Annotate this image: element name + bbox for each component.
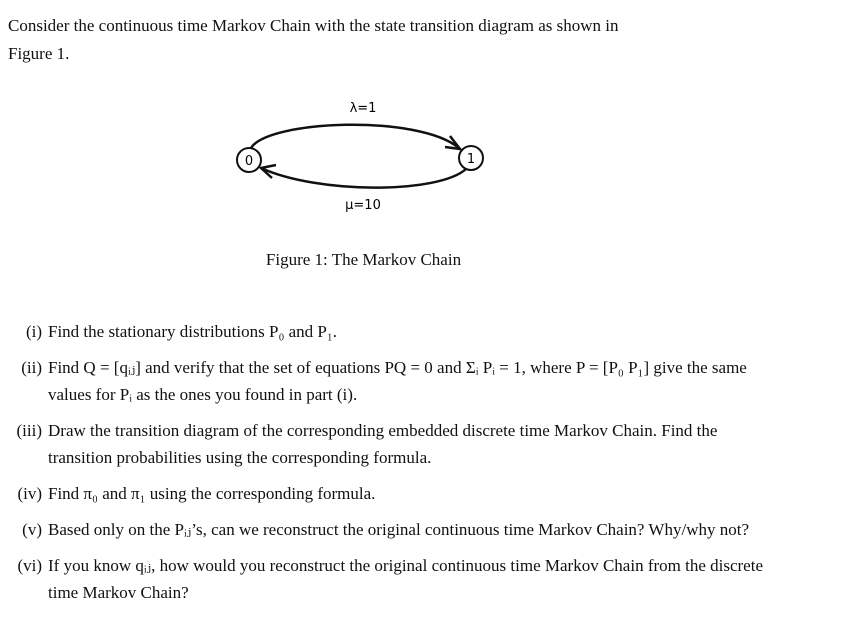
question-list (0, 318, 800, 615)
markov-chain-figure (228, 92, 498, 222)
intro-paragraph (8, 12, 798, 68)
question-number: (ii) (21, 358, 42, 377)
question-text: Find π₀ and π₁ using the corresponding formula. (48, 484, 376, 503)
state-1-label: 1 (466, 152, 476, 167)
state-0-label: 0 (244, 154, 254, 169)
lambda-transition-arrow (251, 125, 459, 148)
question-text: Find the stationary distributions P₀ and P₁. (48, 322, 338, 341)
question-item (0, 417, 800, 471)
figure-caption: Figure 1: The Markov Chain (265, 250, 462, 269)
question-item (0, 480, 800, 507)
question-text: Find Q = [qᵢⱼ] and verify that the set of equations PQ = 0 and Σᵢ Pᵢ = 1, where P = [P₀ P₁] give the same values for Pᵢ as the ones you found in part (i). (48, 358, 747, 404)
intro-line-1: Consider the continuous time Markov Chain with the state transition diagram as shown in (8, 16, 619, 35)
mu-transition-arrow (261, 168, 466, 188)
lambda-label: λ=1 (349, 101, 377, 116)
question-item (0, 318, 800, 345)
question-text: Draw the transition diagram of the corresponding embedded discrete time Markov Chain. Find the transition probabilities using the corresponding formula. (48, 421, 718, 467)
intro-line-2: Figure 1. (8, 44, 70, 63)
question-item (0, 516, 800, 543)
question-number: (i) (25, 322, 42, 341)
question-number: (vi) (17, 556, 42, 575)
question-text: Based only on the Pᵢⱼ’s, can we reconstruct the original continuous time Markov Chain? Why/why not? (48, 520, 749, 539)
state-diagram (228, 92, 498, 222)
question-item (0, 354, 800, 408)
question-text: If you know qᵢⱼ, how would you reconstruct the original continuous time Markov Chain from the discrete time Markov Chain? (48, 556, 763, 602)
mu-label: μ=10 (345, 198, 381, 213)
question-item (0, 552, 800, 606)
question-number: (iv) (17, 484, 42, 503)
question-number: (v) (22, 520, 42, 539)
question-number: (iii) (16, 421, 42, 440)
